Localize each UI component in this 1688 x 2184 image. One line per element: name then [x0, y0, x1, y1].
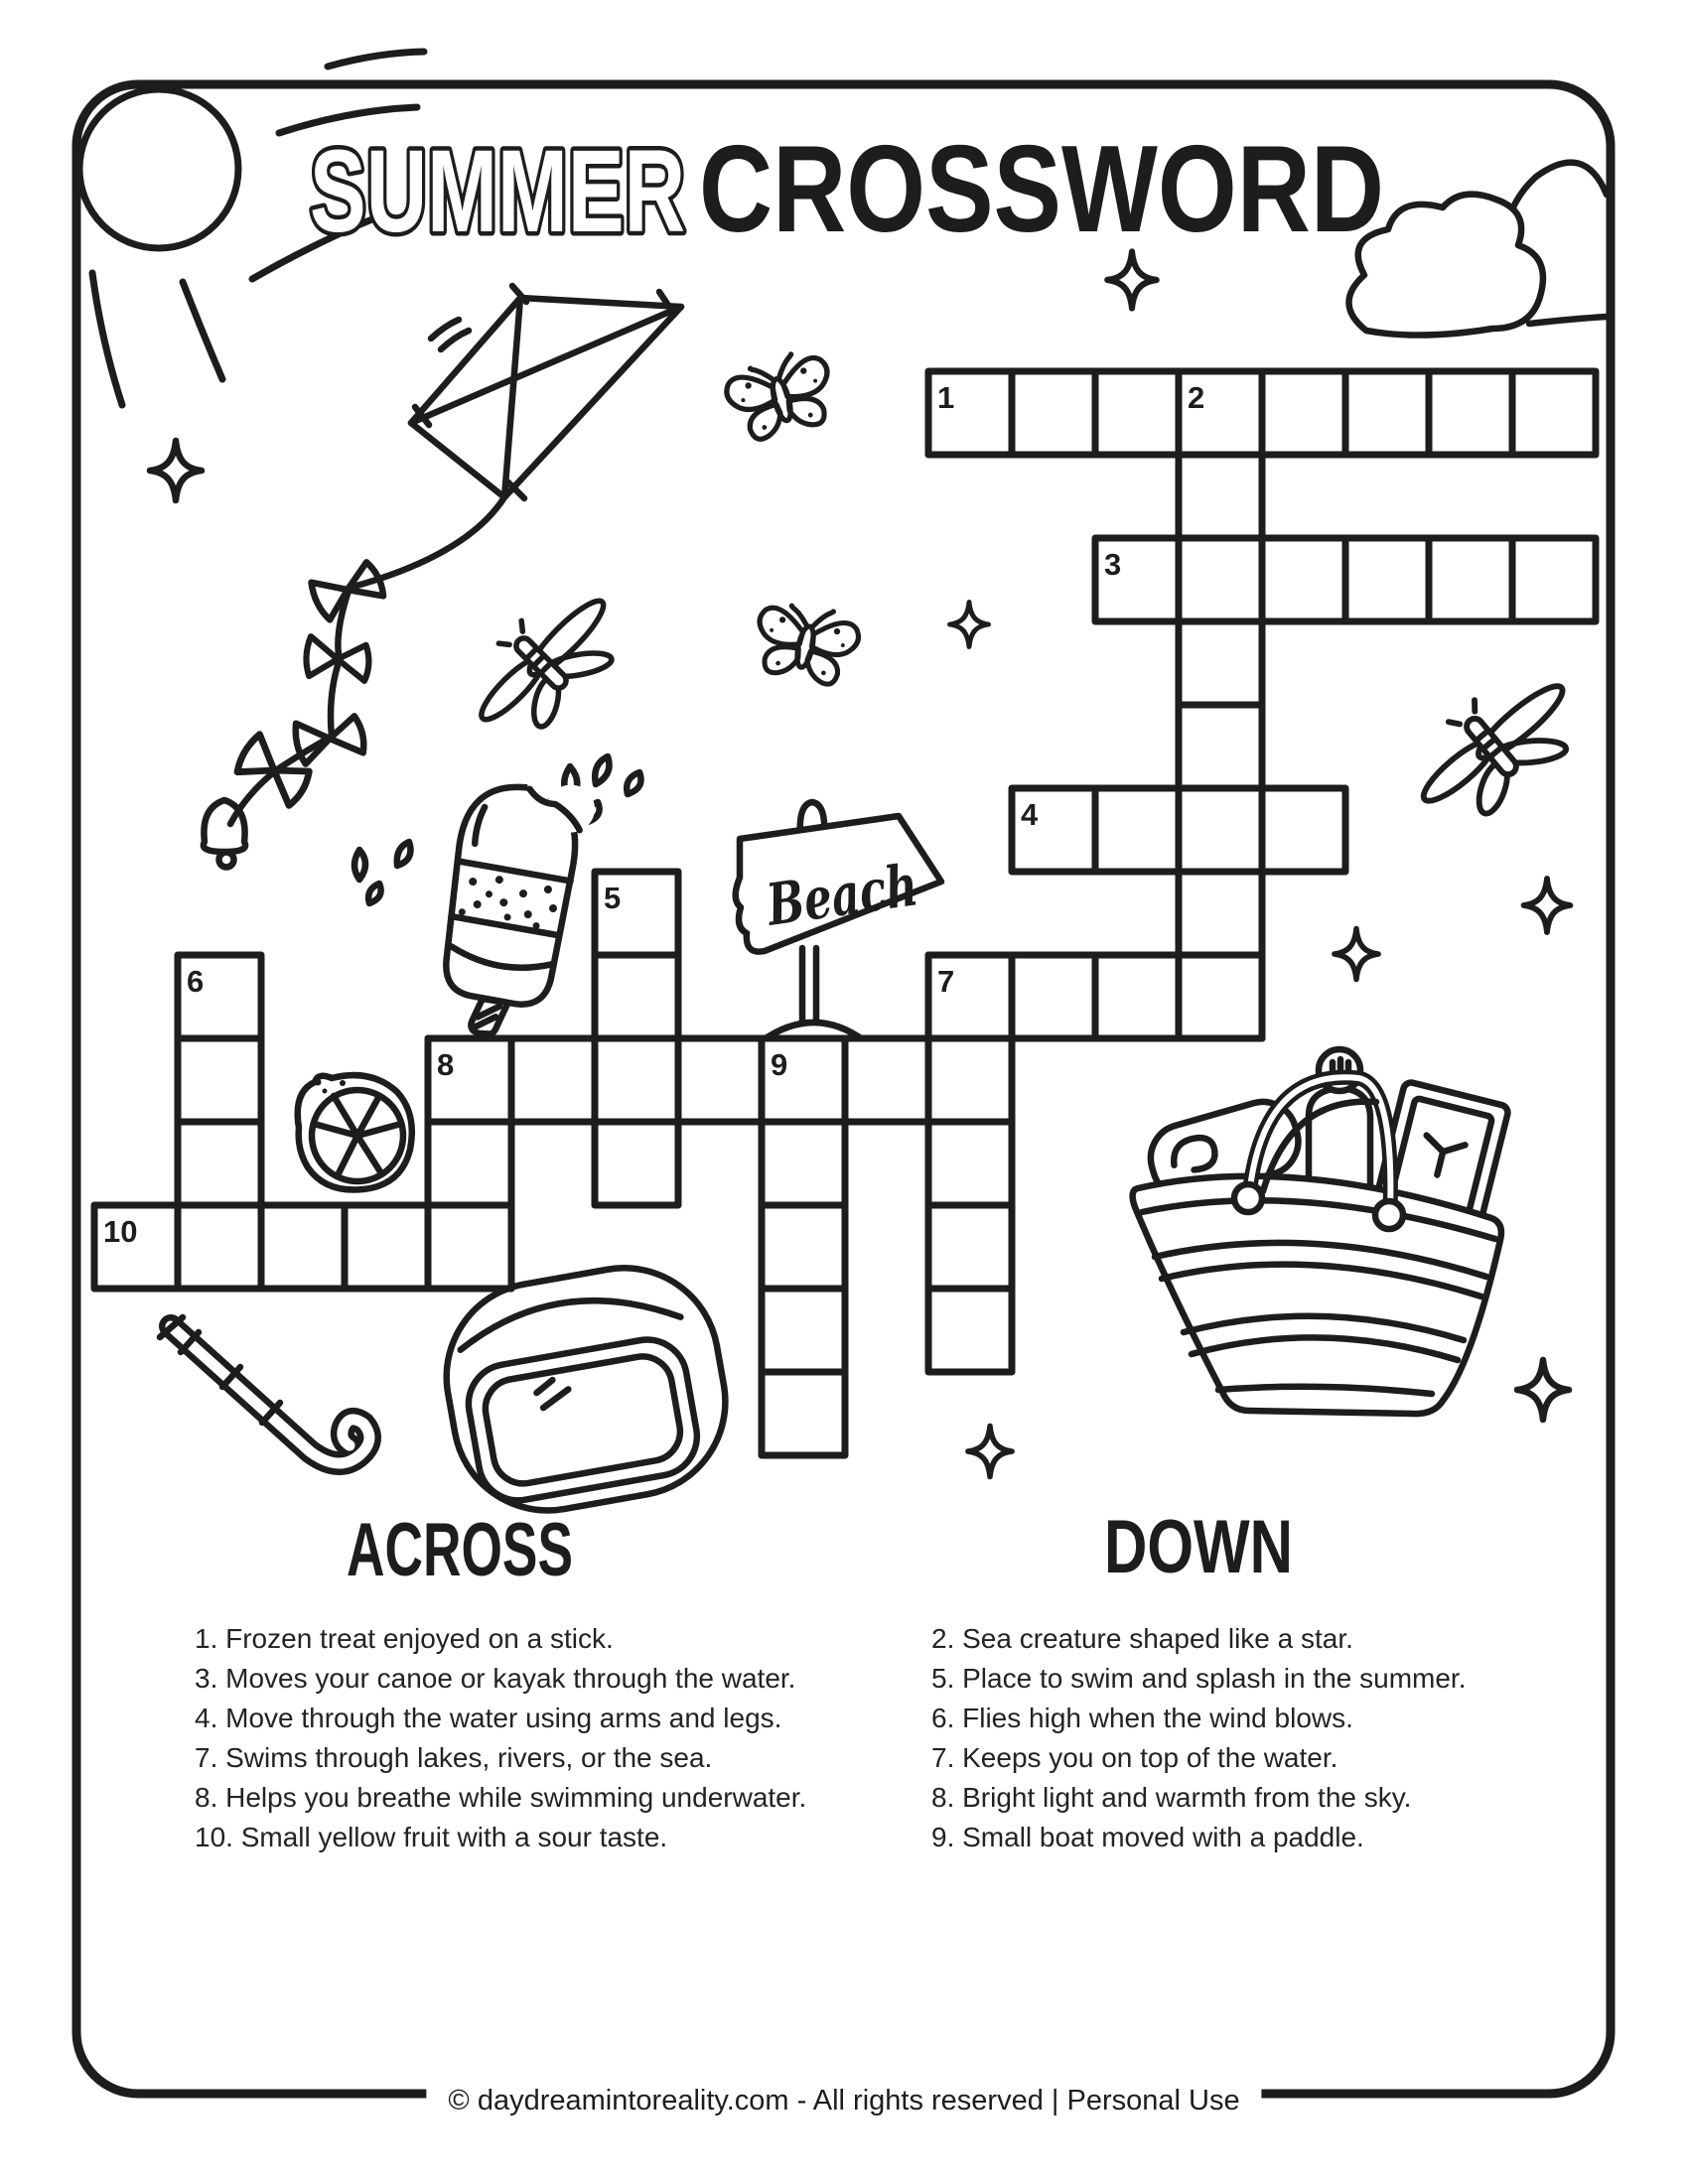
grid-cell: [1179, 538, 1262, 621]
grid-cell: [1345, 538, 1429, 621]
grid-cell: [1179, 621, 1262, 705]
beach-sign-label: Beach: [763, 844, 970, 939]
grid-cell-number: 3: [1104, 547, 1122, 582]
grid-cell: [1262, 538, 1345, 621]
goggles-icon: [432, 1253, 741, 1525]
grid-cell: [1429, 538, 1512, 621]
clue-item: 4. Move through the water using arms and legs.: [195, 1703, 782, 1733]
grid-cell: [928, 1289, 1012, 1372]
grid-cell: [1179, 955, 1262, 1038]
grid-cell: [1512, 371, 1596, 455]
grid-cell: [178, 1122, 261, 1205]
grid-cell-number: 4: [1021, 797, 1039, 832]
grid-cell: [1179, 705, 1262, 788]
grid-cell-number: 2: [1188, 380, 1205, 415]
popsicle-icon: [431, 759, 600, 1046]
grid-cell-number: 9: [771, 1047, 788, 1082]
grid-cell: [762, 1372, 845, 1455]
grid-cell-number: 8: [437, 1047, 455, 1082]
grid-cell: [595, 1038, 678, 1122]
cloud-icon: [1348, 163, 1607, 336]
page-title-word2: CROSSWORD: [699, 121, 1384, 258]
grid-cell: [595, 1122, 678, 1205]
grid-cell: [1179, 872, 1262, 955]
grid-cell: [1012, 371, 1095, 455]
grid-cell: [1179, 455, 1262, 538]
down-clues-list: [931, 1619, 1507, 1857]
grid-cell: [595, 955, 678, 1038]
across-heading: ACROSS: [347, 1508, 573, 1592]
clue-item: 1. Frozen treat enjoyed on a stick.: [195, 1623, 614, 1654]
grid-cell-number: 1: [937, 380, 955, 415]
grid-cell-number: 5: [604, 881, 622, 915]
beach-sign-icon: [736, 802, 970, 1040]
grid-cell: [428, 1122, 511, 1205]
grid-cell: [261, 1205, 345, 1289]
grid-cell: [678, 1038, 762, 1122]
grid-cell: [1095, 955, 1179, 1038]
grid-cell: [178, 1038, 261, 1122]
butterfly-icon: [750, 595, 864, 689]
clue-item: 5. Place to swim and splash in the summer.: [931, 1663, 1467, 1694]
grid-cell-number: 6: [187, 964, 205, 999]
grid-cell: [1262, 371, 1345, 455]
grid-cell: [762, 1205, 845, 1289]
clue-item: 7. Keeps you on top of the water.: [931, 1742, 1338, 1773]
grid-cell: [1095, 371, 1179, 455]
grid-cell: [1095, 788, 1179, 872]
dragonfly-icon: [475, 593, 614, 729]
clue-item: 9. Small boat moved with a paddle.: [931, 1822, 1364, 1852]
clue-item: 2. Sea creature shaped like a star.: [931, 1623, 1353, 1654]
clue-item: 8. Helps you breathe while swimming underwater.: [195, 1782, 807, 1813]
grid-cell: [1179, 788, 1262, 872]
clue-item: 6. Flies high when the wind blows.: [931, 1703, 1353, 1733]
butterfly-icon: [721, 343, 840, 445]
grid-cell: [1262, 788, 1345, 872]
lemon-icon: [298, 1074, 412, 1190]
snorkel-icon: [160, 1317, 369, 1463]
grid-cell-number: 10: [103, 1214, 138, 1249]
footer-credit: © daydreamintoreality.com - All rights reserved | Personal Use: [426, 2079, 1261, 2122]
grid-cell: [928, 1038, 1012, 1122]
down-heading: DOWN: [1104, 1505, 1293, 1589]
clue-item: 3. Moves your canoe or kayak through the water.: [195, 1663, 796, 1694]
grid-cell-number: 7: [937, 964, 955, 999]
page-title-word1: SUMMER: [310, 126, 685, 257]
beach-bag-icon: [1133, 1049, 1510, 1414]
clue-item: 7. Swims through lakes, rivers, or the sea.: [195, 1742, 713, 1773]
grid-cell: [928, 1205, 1012, 1289]
kite-icon: [204, 286, 681, 868]
grid-cell: [928, 1122, 1012, 1205]
grid-cell: [762, 1289, 845, 1372]
grid-cell: [1345, 371, 1429, 455]
clue-item: 8. Bright light and warmth from the sky.: [931, 1782, 1412, 1813]
grid-cell: [845, 1038, 928, 1122]
across-clues-list: [195, 1619, 810, 1857]
grid-cell: [762, 1122, 845, 1205]
grid-cell: [1429, 371, 1512, 455]
grid-cell: [428, 1205, 511, 1289]
grid-cell: [1512, 538, 1596, 621]
dragonfly-icon: [1415, 666, 1574, 823]
grid-cell: [178, 1205, 261, 1289]
clue-item: 10. Small yellow fruit with a sour taste.: [195, 1822, 668, 1852]
grid-cell: [345, 1205, 428, 1289]
grid-cell: [1012, 955, 1095, 1038]
grid-cell: [511, 1038, 595, 1122]
